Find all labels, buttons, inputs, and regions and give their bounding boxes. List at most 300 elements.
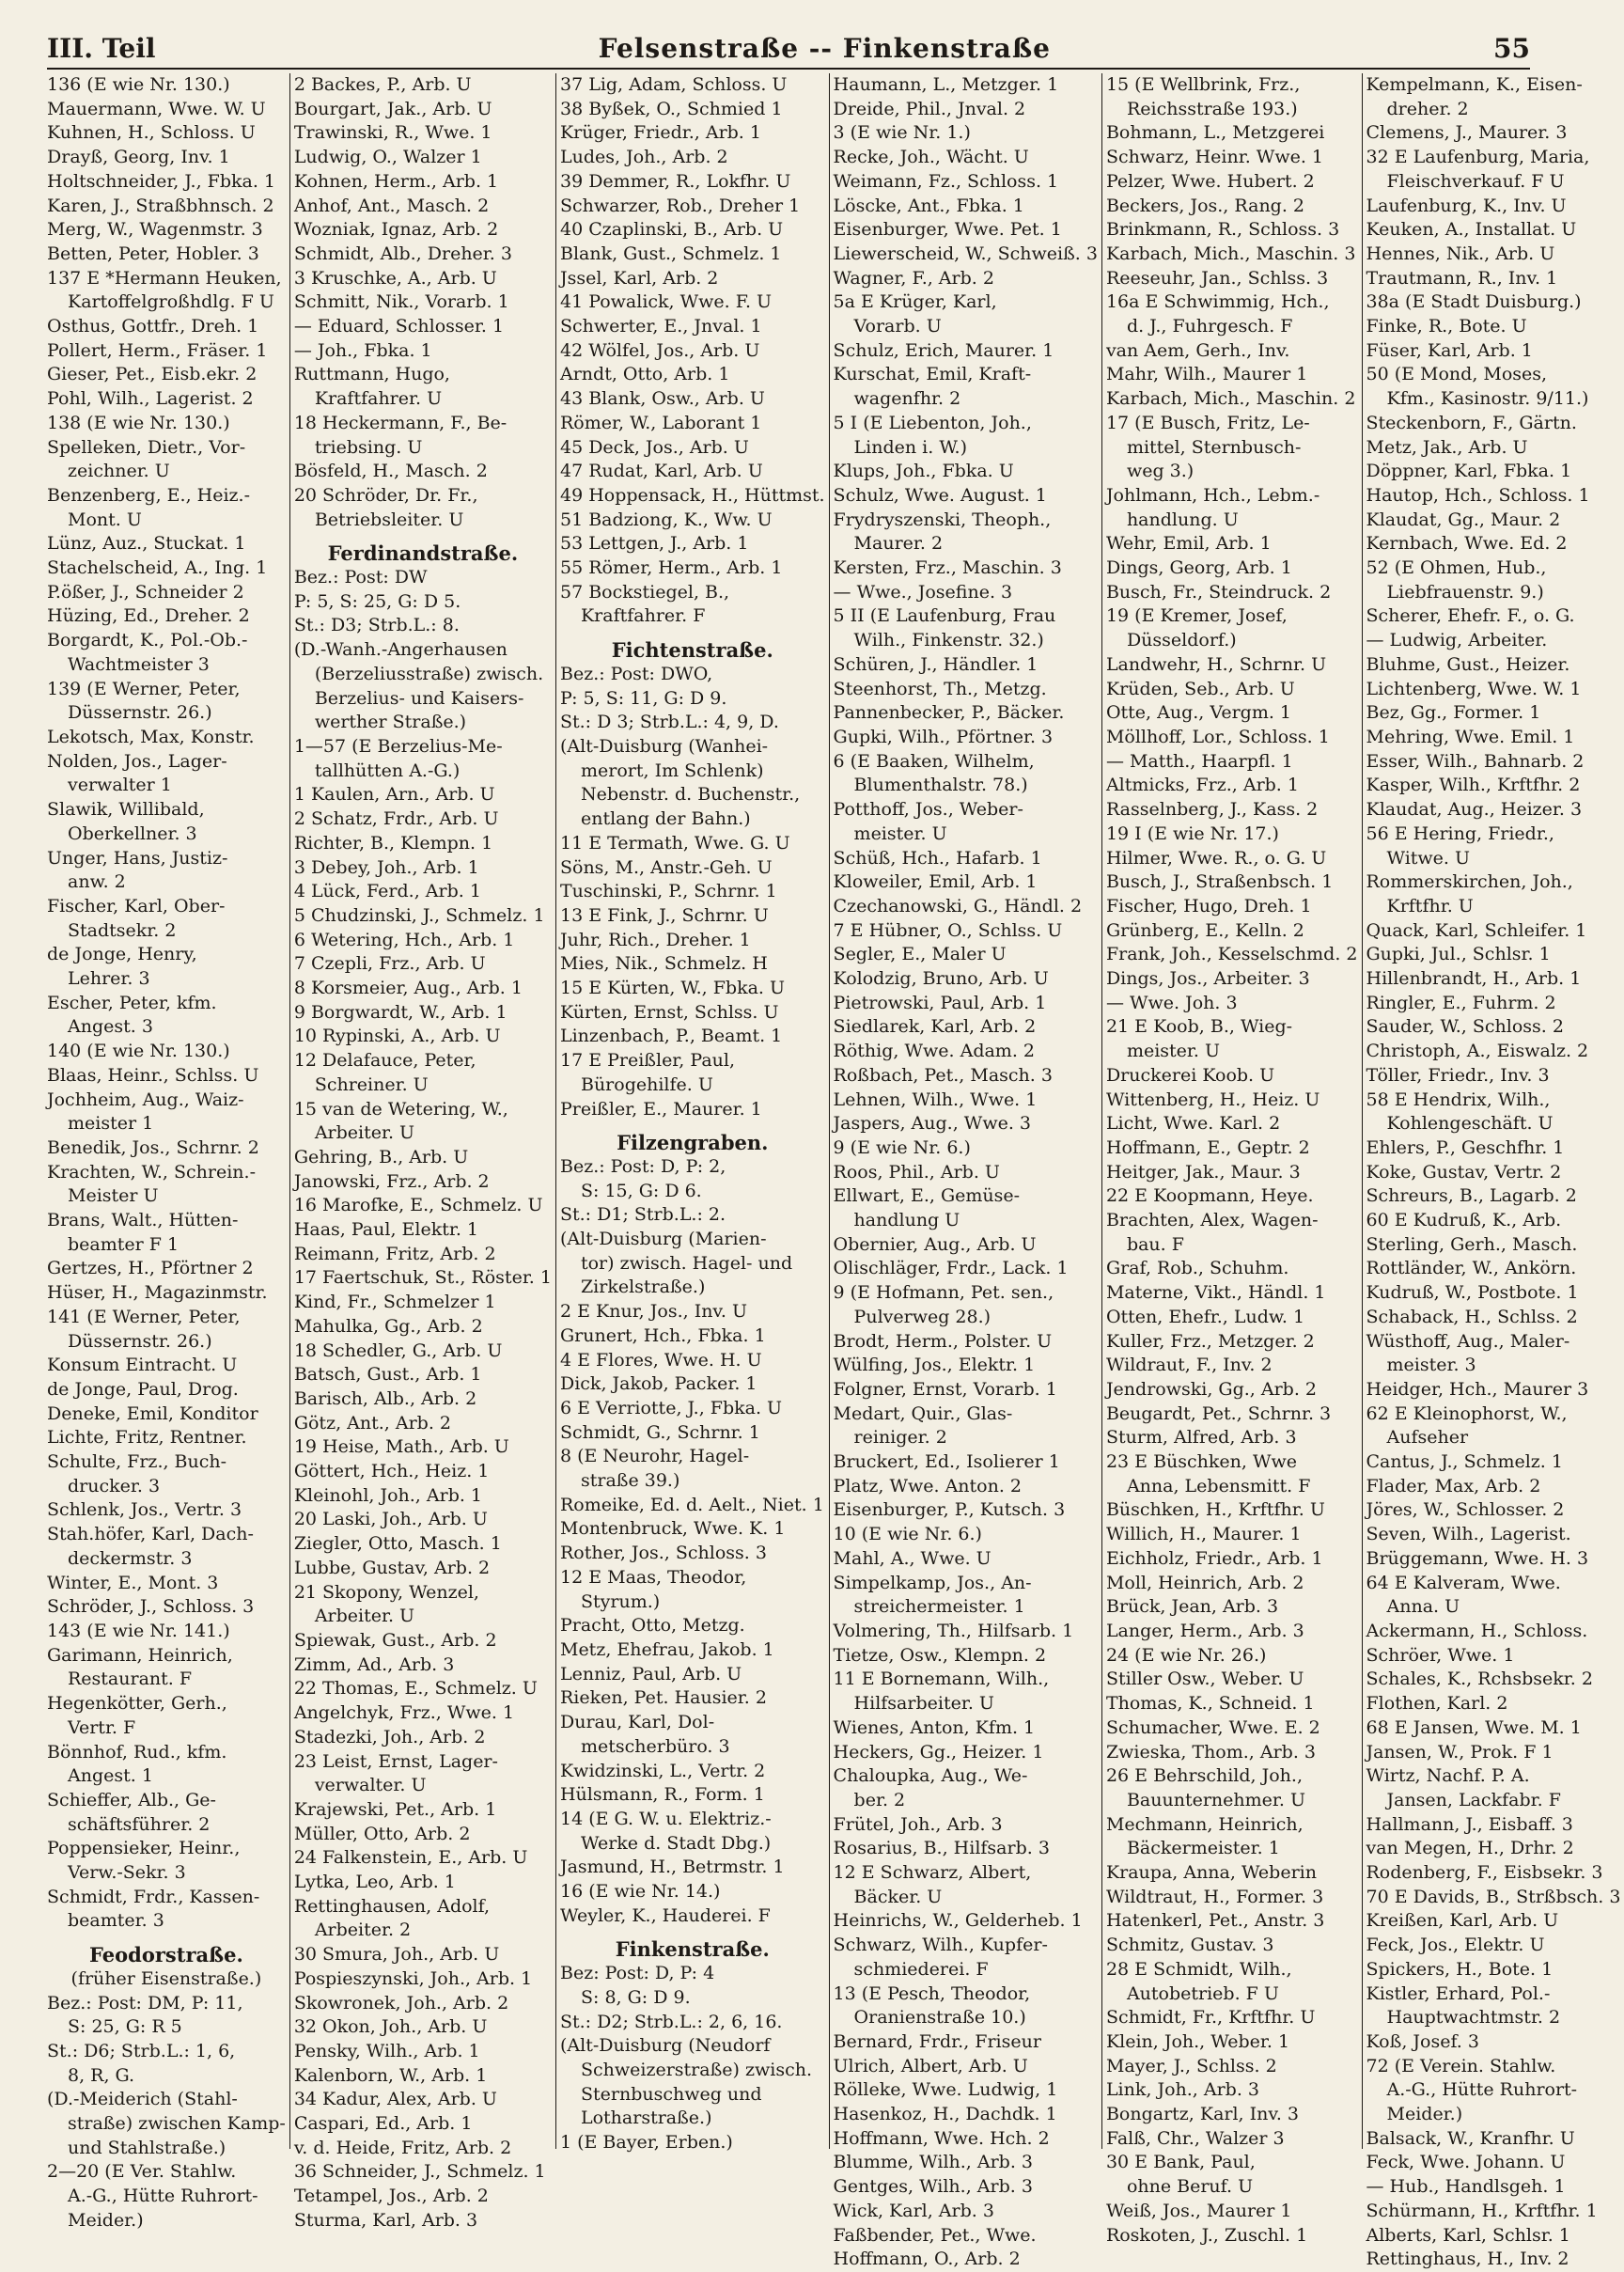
directory-entry-line: Blank, Gust., Schmelz. 1: [560, 243, 825, 267]
directory-entry-line: Benzenberg, E., Heiz.-: [47, 484, 286, 509]
directory-entry-line: 15 (E Wellbrink, Frz.,: [1106, 73, 1358, 98]
directory-entry-line: (Alt-Duisburg (Neudorf: [560, 2034, 825, 2059]
directory-entry-line: Pulverweg 28.): [834, 1306, 1098, 1330]
directory-entry-line: Göttert, Hch., Heiz. 1: [294, 1460, 552, 1484]
directory-entry-line: Gieser, Pet., Eisb.ekr. 2: [47, 363, 286, 387]
directory-entry-line: Krüger, Friedr., Arb. 1: [560, 121, 825, 146]
directory-entry-line: zeichner. U: [47, 460, 286, 484]
directory-entry-line: Arbeiter. 2: [294, 1919, 552, 1943]
directory-entry-line: St.: D1; Strb.L.: 2.: [560, 1203, 825, 1228]
directory-entry-line: de Jonge, Henry,: [47, 943, 286, 967]
directory-entry-line: Roskoten, J., Zuschl. 1: [1106, 2224, 1358, 2248]
directory-entry-line: Nolden, Jos., Lager-: [47, 750, 286, 775]
directory-entry-line: Hautop, Hch., Schloss. 1: [1366, 484, 1621, 509]
column-4: [829, 73, 1101, 2149]
directory-entry-line: Ellwart, E., Gemüse-: [834, 1184, 1098, 1209]
directory-entry-line: Vertr. F: [47, 1716, 286, 1741]
directory-entry-line: Gehring, B., Arb. U: [294, 1146, 552, 1170]
directory-entry-line: Moll, Heinrich, Arb. 2: [1106, 1572, 1358, 1596]
directory-entry-line: 17 E Preißler, Paul,: [560, 1049, 825, 1073]
directory-entry-line: Gupki, Jul., Schlsr. 1: [1366, 943, 1621, 967]
directory-entry-line: Hilfsarbeiter. U: [834, 1692, 1098, 1716]
directory-entry-line: Spelleken, Dietr., Vor-: [47, 436, 286, 461]
directory-entry-line: Dings, Georg, Arb. 1: [1106, 556, 1358, 581]
directory-entry-line: Kartoffelgroßhdlg. F U: [47, 290, 286, 315]
directory-entry-line: Jöres, W., Schlosser. 2: [1366, 1498, 1621, 1523]
street-heading: Filzengraben.: [560, 1131, 825, 1155]
directory-entry-line: Reimann, Fritz, Arb. 2: [294, 1243, 552, 1267]
directory-entry-line: Holtschneider, J., Fbka. 1: [47, 170, 286, 195]
directory-entry-line: Heidger, Hch., Maurer 3: [1366, 1378, 1621, 1402]
directory-entry-line: Stadezki, Joh., Arb. 2: [294, 1726, 552, 1750]
directory-entry-line: Pelzer, Wwe. Hubert. 2: [1106, 170, 1358, 195]
directory-entry-line: Aufseher: [1366, 1426, 1621, 1450]
directory-entry-line: Poppensieker, Heinr.,: [47, 1837, 286, 1861]
directory-entry-line: schäftsführer. 2: [47, 1813, 286, 1838]
directory-entry-line: Kreißen, Karl, Arb. U: [1366, 1909, 1621, 1934]
directory-entry-line: 21 Skopony, Wenzel,: [294, 1581, 552, 1606]
directory-entry-line: Drayß, Georg, Inv. 1: [47, 146, 286, 170]
directory-entry-line: Steckenborn, F., Gärtn.: [1366, 412, 1621, 436]
directory-entry-line: drucker. 3: [47, 1475, 286, 1499]
directory-entry-line: St.: D 3; Strb.L.: 4, 9, D.: [560, 711, 825, 735]
directory-entry-line: Bez, Gg., Former. 1: [1366, 701, 1621, 726]
directory-entry-line: Kersten, Frz., Maschin. 3: [834, 556, 1098, 581]
directory-entry-line: 12 E Maas, Theodor,: [560, 1566, 825, 1590]
directory-entry-line: Rodenberg, F., Eisbsekr. 3: [1366, 1861, 1621, 1886]
directory-entry-line: Blaas, Heinr., Schlss. U: [47, 1064, 286, 1089]
directory-entry-line: Mont. U: [47, 509, 286, 533]
directory-entry-line: Balsack, W., Kranfhr. U: [1366, 2127, 1621, 2152]
directory-entry-line: Mahl, A., Wwe. U: [834, 1547, 1098, 1572]
directory-entry-line: 15 van de Wetering, W.,: [294, 1098, 552, 1122]
directory-entry-line: Ringler, E., Fuhrm. 2: [1366, 992, 1621, 1016]
directory-entry-line: Feck, Wwe. Johann. U: [1366, 2151, 1621, 2175]
directory-entry-line: Jansen, W., Prok. F 1: [1366, 1741, 1621, 1765]
directory-entry-line: meister. 3: [1366, 1354, 1621, 1378]
directory-entry-line: Ackermann, H., Schloss.: [1366, 1620, 1621, 1644]
directory-entry-line: Spiewak, Gust., Arb. 2: [294, 1629, 552, 1653]
directory-entry-line: Schaback, H., Schlss. 2: [1366, 1306, 1621, 1330]
directory-entry-line: Potthoff, Jos., Weber-: [834, 798, 1098, 823]
directory-entry-line: Krftfhr. U: [1366, 895, 1621, 919]
directory-entry-line: Bauunternehmer. U: [1106, 1789, 1358, 1813]
directory-entry-line: Clemens, J., Maurer. 3: [1366, 121, 1621, 146]
directory-entry-line: 3 Kruschke, A., Arb. U: [294, 267, 552, 291]
directory-entry-line: Feck, Jos., Elektr. U: [1366, 1934, 1621, 1958]
directory-entry-line: Cantus, J., Schmelz. 1: [1366, 1450, 1621, 1475]
directory-entry-line: Lubbe, Gustav, Arb. 2: [294, 1557, 552, 1581]
directory-entry-line: Langer, Herm., Arb. 3: [1106, 1620, 1358, 1644]
directory-entry-line: Stiller Osw., Weber. U: [1106, 1668, 1358, 1692]
directory-entry-line: Stah.höfer, Karl, Dach-: [47, 1523, 286, 1547]
directory-entry-line: Benedik, Jos., Schrnr. 2: [47, 1136, 286, 1161]
directory-entry-line: Schüren, J., Händler. 1: [834, 653, 1098, 678]
directory-entry-line: Willich, H., Maurer. 1: [1106, 1523, 1358, 1547]
directory-entry-line: Kuhnen, H., Schloss. U: [47, 121, 286, 146]
directory-entry-line: Karbach, Mich., Maschin. 3: [1106, 243, 1358, 267]
directory-entry-line: Bohmann, L., Metzgerei: [1106, 121, 1358, 146]
directory-entry-line: 12 E Schwarz, Albert,: [834, 1861, 1098, 1886]
directory-entry-line: P: 5, S: 25, G: D 5.: [294, 590, 552, 615]
directory-entry-line: Mechmann, Heinrich,: [1106, 1813, 1358, 1838]
directory-entry-line: 30 E Bank, Paul,: [1106, 2151, 1358, 2175]
directory-entry-line: weg 3.): [1106, 460, 1358, 484]
directory-entry-line: 36 Schneider, J., Schmelz. 1: [294, 2160, 552, 2185]
directory-entry-line: Anna. U: [1366, 1595, 1621, 1620]
directory-entry-line: 72 (E Verein. Stahlw.: [1366, 2055, 1621, 2079]
directory-entry-line: Dreide, Phil., Jnval. 2: [834, 98, 1098, 122]
directory-entry-line: (Berzeliusstraße) zwisch.: [294, 663, 552, 687]
directory-entry-line: Bez.: Post: D, P: 2,: [560, 1155, 825, 1180]
directory-entry-line: Hegenkötter, Gerh.,: [47, 1692, 286, 1716]
directory-entry-line: Blumme, Wilh., Arb. 3: [834, 2151, 1098, 2175]
directory-entry-line: 50 (E Mond, Moses,: [1366, 363, 1621, 387]
directory-entry-line: Haas, Paul, Elektr. 1: [294, 1218, 552, 1243]
directory-entry-line: Trawinski, R., Wwe. 1: [294, 121, 552, 146]
directory-entry-line: Mies, Nik., Schmelz. H: [560, 952, 825, 977]
directory-entry-line: Koke, Gustav, Vertr. 2: [1366, 1161, 1621, 1185]
directory-entry-line: Hauptwachtmstr. 2: [1366, 2006, 1621, 2030]
directory-entry-line: Betriebsleiter. U: [294, 509, 552, 533]
directory-entry-line: Deneke, Emil, Konditor: [47, 1402, 286, 1427]
directory-entry-line: Klaudat, Gg., Maur. 2: [1366, 509, 1621, 533]
directory-entry-line: (Alt-Duisburg (Marien-: [560, 1228, 825, 1252]
street-heading: Ferdinandstraße.: [294, 541, 552, 566]
directory-entry-line: 60 E Kudruß, K., Arb.: [1366, 1209, 1621, 1233]
directory-entry-line: Brüggemann, Wwe. H. 3: [1366, 1547, 1621, 1572]
directory-entry-line: Bluhme, Gust., Heizer.: [1366, 653, 1621, 678]
directory-entry-line: Kudruß, W., Postbote. 1: [1366, 1281, 1621, 1306]
directory-entry-line: Mayer, J., Schlss. 2: [1106, 2055, 1358, 2079]
directory-entry-line: Pietrowski, Paul, Arb. 1: [834, 992, 1098, 1016]
directory-entry-line: Schulz, Wwe. August. 1: [834, 484, 1098, 509]
directory-entry-line: 17 Faertschuk, St., Röster. 1: [294, 1266, 552, 1291]
directory-entry-line: Jansen, Lackfabr. F: [1366, 1789, 1621, 1813]
directory-entry-line: Kloweiler, Emil, Arb. 1: [834, 870, 1098, 895]
directory-entry-line: Bernard, Frdr., Friseur: [834, 2030, 1098, 2055]
directory-entry-line: meister. U: [834, 823, 1098, 847]
directory-entry-line: Faßbender, Pet., Wwe.: [834, 2224, 1098, 2248]
directory-entry-line: 26 E Behrschild, Joh.,: [1106, 1764, 1358, 1789]
directory-entry-line: Römer, W., Laborant 1: [560, 412, 825, 436]
directory-entry-line: Unger, Hans, Justiz-: [47, 847, 286, 871]
directory-entry-line: Lichtenberg, Wwe. W. 1: [1366, 678, 1621, 702]
directory-entry-line: 39 Demmer, R., Lokfhr. U: [560, 170, 825, 195]
directory-entry-line: Schumacher, Wwe. E. 2: [1106, 1716, 1358, 1741]
directory-entry-line: 4 E Flores, Wwe. H. U: [560, 1349, 825, 1373]
directory-entry-line: Reeseuhr, Jan., Schlss. 3: [1106, 267, 1358, 291]
directory-entry-line: verwalter 1: [47, 774, 286, 798]
directory-entry-line: Landwehr, H., Schrnr. U: [1106, 653, 1358, 678]
directory-entry-line: Gentges, Wilh., Arb. 3: [834, 2175, 1098, 2200]
directory-entry-line: Heitger, Jak., Maur. 3: [1106, 1161, 1358, 1185]
directory-entry-line: 37 Lig, Adam, Schloss. U: [560, 73, 825, 98]
directory-entry-line: (früher Eisenstraße.): [47, 1967, 286, 1992]
directory-entry-line: Quack, Karl, Schleifer. 1: [1366, 919, 1621, 944]
directory-entry-line: Kolodzig, Bruno, Arb. U: [834, 967, 1098, 992]
directory-entry-line: Eichholz, Friedr., Arb. 1: [1106, 1547, 1358, 1572]
directory-entry-line: Meider.): [47, 2209, 286, 2233]
directory-entry-line: Roos, Phil., Arb. U: [834, 1161, 1098, 1185]
directory-entry-line: 24 Falkenstein, E., Arb. U: [294, 1846, 552, 1871]
directory-entry-line: Konsum Eintracht. U: [47, 1354, 286, 1378]
directory-entry-line: Mahr, Wilh., Maurer 1: [1106, 363, 1358, 387]
directory-entry-line: 7 Czepli, Frz., Arb. U: [294, 952, 552, 977]
directory-entry-line: Bongartz, Karl, Inv. 3: [1106, 2103, 1358, 2127]
directory-entry-line: S: 25, G: R 5: [47, 2015, 286, 2040]
directory-entry-line: 22 Thomas, E., Schmelz. U: [294, 1677, 552, 1701]
directory-entry-line: — Joh., Fbka. 1: [294, 339, 552, 364]
directory-entry-line: 51 Badziong, K., Ww. U: [560, 509, 825, 533]
directory-entry-line: Ludes, Joh., Arb. 2: [560, 146, 825, 170]
directory-entry-line: Kürten, Ernst, Schlss. U: [560, 1001, 825, 1026]
directory-entry-line: Schröer, Wwe. 1: [1366, 1644, 1621, 1669]
directory-entry-line: Juhr, Rich., Dreher. 1: [560, 929, 825, 953]
directory-entry-line: Angelchyk, Frz., Wwe. 1: [294, 1701, 552, 1726]
directory-entry-line: Hennes, Nik., Arb. U: [1366, 243, 1621, 267]
column-3: [555, 73, 829, 2149]
directory-entry-line: 23 Leist, Ernst, Lager-: [294, 1750, 552, 1775]
directory-entry-line: Schmidt, Frdr., Kassen-: [47, 1886, 286, 1910]
directory-entry-line: 32 E Laufenburg, Maria,: [1366, 146, 1621, 170]
directory-entry-line: 2 Schatz, Frdr., Arb. U: [294, 807, 552, 832]
directory-entry-line: merort, Im Schlenk): [560, 760, 825, 784]
directory-entry-line: triebsing. U: [294, 436, 552, 461]
directory-entry-line: 17 (E Busch, Fritz, Le-: [1106, 412, 1358, 436]
directory-entry-line: Hüzing, Ed., Dreher. 2: [47, 604, 286, 629]
page-header: [47, 26, 1530, 70]
directory-entry-line: Olischläger, Frdr., Lack. 1: [834, 1257, 1098, 1281]
directory-entry-line: Keuken, A., Installat. U: [1366, 218, 1621, 243]
directory-entry-line: 58 E Hendrix, Wilh.,: [1366, 1089, 1621, 1113]
directory-entry-line: 30 Smura, Joh., Arb. U: [294, 1943, 552, 1967]
directory-entry-line: Kraftfahrer. F: [560, 604, 825, 629]
directory-entry-line: Rieken, Pet. Hausier. 2: [560, 1686, 825, 1711]
directory-entry-line: — Hub., Handlsgeh. 1: [1366, 2175, 1621, 2200]
directory-entry-line: Grunert, Hch., Fbka. 1: [560, 1324, 825, 1349]
street-heading: Fichtenstraße.: [560, 638, 825, 663]
directory-entry-line: Wülfing, Jos., Elektr. 1: [834, 1354, 1098, 1378]
directory-entry-line: Schulte, Frz., Buch-: [47, 1450, 286, 1475]
directory-entry-line: Bez.: Post: DWO,: [560, 663, 825, 687]
directory-entry-line: St.: D3; Strb.L.: 8.: [294, 614, 552, 638]
directory-entry-line: Hülsmann, R., Form. 1: [560, 1783, 825, 1808]
directory-entry-line: Vorarb. U: [834, 315, 1098, 339]
directory-entry-line: Frydryszenski, Theoph.,: [834, 509, 1098, 533]
directory-entry-line: 23 E Büschken, Wwe: [1106, 1450, 1358, 1475]
directory-entry-line: Folgner, Ernst, Vorarb. 1: [834, 1378, 1098, 1402]
directory-entry-line: Röthig, Wwe. Adam. 2: [834, 1040, 1098, 1064]
directory-entry-line: 38a (E Stadt Duisburg.): [1366, 290, 1621, 315]
directory-entry-line: Stadtsekr. 2: [47, 919, 286, 944]
directory-entry-line: Lekotsch, Max, Konstr.: [47, 726, 286, 750]
directory-entry-line: 8 Korsmeier, Aug., Arb. 1: [294, 977, 552, 1001]
directory-entry-line: P.ößer, J., Schneider 2: [47, 581, 286, 605]
section-label: III. Teil: [47, 33, 156, 64]
directory-entry-line: Ruttmann, Hugo,: [294, 363, 552, 387]
directory-entry-line: Ulrich, Albert, Arb. U: [834, 2055, 1098, 2079]
directory-entry-line: Bürogehilfe. U: [560, 1073, 825, 1098]
directory-entry-line: Frank, Joh., Kesselschmd. 2: [1106, 943, 1358, 967]
directory-entry-line: Trautmann, R., Inv. 1: [1366, 267, 1621, 291]
directory-entry-line: mittel, Sternbusch-: [1106, 436, 1358, 461]
directory-entry-line: Altmicks, Frz., Arb. 1: [1106, 774, 1358, 798]
directory-entry-line: Ehlers, P., Geschfhr. 1: [1366, 1136, 1621, 1161]
directory-entry-line: Druckerei Koob. U: [1106, 1064, 1358, 1089]
directory-entry-line: v. d. Heide, Fritz, Arb. 2: [294, 2137, 552, 2161]
directory-entry-line: d. J., Fuhrgesch. F: [1106, 315, 1358, 339]
directory-entry-line: Styrum.): [560, 1590, 825, 1615]
directory-entry-line: 138 (E wie Nr. 130.): [47, 412, 286, 436]
directory-entry-line: Gupki, Wilh., Pförtner. 3: [834, 726, 1098, 750]
directory-entry-line: Schüß, Hch., Hafarb. 1: [834, 847, 1098, 871]
directory-entry-line: Kind, Fr., Schmelzer 1: [294, 1291, 552, 1315]
directory-entry-line: Linzenbach, P., Beamt. 1: [560, 1025, 825, 1049]
directory-entry-line: Frütel, Joh., Arb. 3: [834, 1813, 1098, 1838]
directory-entry-line: Schulz, Erich, Maurer. 1: [834, 339, 1098, 364]
directory-entry-line: 24 (E wie Nr. 26.): [1106, 1644, 1358, 1669]
directory-entry-line: 2—20 (E Ver. Stahlw.: [47, 2160, 286, 2185]
directory-entry-line: Lytka, Leo, Arb. 1: [294, 1871, 552, 1895]
directory-entry-line: 1 (E Bayer, Erben.): [560, 2131, 825, 2155]
directory-entry-line: Schmitt, Nik., Vorarb. 1: [294, 290, 552, 315]
directory-entry-line: Beckers, Jos., Rang. 2: [1106, 195, 1358, 219]
directory-entry-line: Sturm, Alfred, Arb. 3: [1106, 1426, 1358, 1450]
directory-entry-line: Dick, Jakob, Packer. 1: [560, 1372, 825, 1397]
column-5: [1101, 73, 1362, 2149]
directory-entry-line: 3 (E wie Nr. 1.): [834, 121, 1098, 146]
directory-entry-line: 5a E Krüger, Karl,: [834, 290, 1098, 315]
directory-entry-line: Esser, Wilh., Bahnarb. 2: [1366, 750, 1621, 775]
directory-entry-line: van Megen, H., Drhr. 2: [1366, 1837, 1621, 1861]
directory-entry-line: beamter F 1: [47, 1233, 286, 1258]
directory-entry-line: Angest. 1: [47, 1764, 286, 1789]
directory-entry-line: verwalter. U: [294, 1774, 552, 1798]
directory-entry-line: 68 E Jansen, Wwe. M. 1: [1366, 1716, 1621, 1741]
directory-entry-line: Ludwig, O., Walzer 1: [294, 146, 552, 170]
directory-entry-line: Linden i. W.): [834, 436, 1098, 461]
directory-entry-line: Maurer. 2: [834, 532, 1098, 556]
directory-entry-line: 55 Römer, Herm., Arb. 1: [560, 556, 825, 581]
directory-entry-line: (D.-Meiderich (Stahl-: [47, 2088, 286, 2112]
directory-entry-line: 19 (E Kremer, Josef,: [1106, 604, 1358, 629]
directory-entry-line: Schmidt, Alb., Dreher. 3: [294, 243, 552, 267]
directory-entry-line: Pracht, Otto, Metzg.: [560, 1614, 825, 1638]
directory-entry-line: Lehnen, Wilh., Wwe. 1: [834, 1089, 1098, 1113]
directory-entry-line: Mehring, Wwe. Emil. 1: [1366, 726, 1621, 750]
directory-entry-line: Batsch, Gust., Arb. 1: [294, 1363, 552, 1387]
directory-entry-line: Lichte, Fritz, Rentner.: [47, 1426, 286, 1450]
directory-entry-line: Beugardt, Pet., Schrnr. 3: [1106, 1402, 1358, 1427]
directory-entry-line: Schwerter, E., Jnval. 1: [560, 315, 825, 339]
directory-entry-line: Wirtz, Nachf. P. A.: [1366, 1764, 1621, 1789]
directory-entry-line: Bäckermeister. 1: [1106, 1837, 1358, 1861]
directory-entry-line: Borgardt, K., Pol.-Ob.-: [47, 629, 286, 653]
directory-entry-line: Pohl, Wilh., Lagerist. 2: [47, 387, 286, 412]
directory-entry-line: Arbeiter. U: [294, 1121, 552, 1146]
directory-entry-line: — Ludwig, Arbeiter.: [1366, 629, 1621, 653]
directory-entry-line: Angest. 3: [47, 1015, 286, 1040]
directory-entry-line: Rasselnberg, J., Kass. 2: [1106, 798, 1358, 823]
directory-entry-line: Steenhorst, Th., Metzg.: [834, 678, 1098, 702]
directory-entry-line: Verw.-Sekr. 3: [47, 1861, 286, 1886]
directory-entry-line: 13 (E Pesch, Theodor,: [834, 1982, 1098, 2007]
directory-entry-line: Materne, Vikt., Händl. 1: [1106, 1281, 1358, 1306]
directory-entry-line: 8 (E Neurohr, Hagel-: [560, 1445, 825, 1469]
directory-entry-line: Skowronek, Joh., Arb. 2: [294, 1992, 552, 2016]
directory-entry-line: Sauder, W., Schloss. 2: [1366, 1015, 1621, 1040]
directory-entry-line: 136 (E wie Nr. 130.): [47, 73, 286, 98]
directory-entry-line: 16 Marofke, E., Schmelz. U: [294, 1194, 552, 1218]
directory-entry-line: Karen, J., Straßbhnsch. 2: [47, 195, 286, 219]
directory-entry-line: Wildraut, F., Inv. 2: [1106, 1354, 1358, 1378]
directory-entry-line: reiniger. 2: [834, 1426, 1098, 1450]
directory-entry-line: Wilh., Finkenstr. 32.): [834, 629, 1098, 653]
directory-entry-line: Kohnen, Herm., Arb. 1: [294, 170, 552, 195]
directory-entry-line: Bez.: Post: DW: [294, 566, 552, 590]
directory-entry-line: Wienes, Anton, Kfm. 1: [834, 1716, 1098, 1741]
directory-entry-line: Finke, R., Bote. U: [1366, 315, 1621, 339]
directory-entry-line: 4 Lück, Ferd., Arb. 1: [294, 880, 552, 904]
directory-entry-line: A.-G., Hütte Ruhrort-: [47, 2185, 286, 2209]
directory-entry-line: Krüden, Seb., Arb. U: [1106, 678, 1358, 702]
directory-entry-line: Hoffmann, E., Geptr. 2: [1106, 1136, 1358, 1161]
directory-entry-line: Lotharstraße.): [560, 2107, 825, 2131]
directory-entry-line: Oberkellner. 3: [47, 823, 286, 847]
column-6: [1362, 73, 1624, 2149]
directory-entry-line: 6 Wetering, Hch., Arb. 1: [294, 929, 552, 953]
directory-entry-line: Haumann, L., Metzger. 1: [834, 73, 1098, 98]
directory-entry-line: Kwidzinski, L., Vertr. 2: [560, 1760, 825, 1784]
directory-entry-line: 140 (E wie Nr. 130.): [47, 1040, 286, 1064]
directory-entry-line: Durau, Karl, Dol-: [560, 1711, 825, 1735]
directory-entry-line: werther Straße.): [294, 711, 552, 735]
street-heading: Feodorstraße.: [47, 1943, 286, 1967]
directory-entry-line: Jendrowski, Gg., Arb. 2: [1106, 1378, 1358, 1402]
directory-entry-line: Krajewski, Pet., Arb. 1: [294, 1798, 552, 1823]
directory-entry-line: Hasenkoz, H., Dachdk. 1: [834, 2103, 1098, 2127]
directory-entry-line: Slawik, Willibald,: [47, 798, 286, 823]
directory-entry-line: Pollert, Herm., Fräser. 1: [47, 339, 286, 364]
directory-entry-line: Schwarzer, Rob., Dreher 1: [560, 195, 825, 219]
directory-entry-line: 28 E Schmidt, Wilh.,: [1106, 1958, 1358, 1982]
directory-entry-line: Weiß, Jos., Maurer 1: [1106, 2200, 1358, 2224]
directory-entry-line: Hilmer, Wwe. R., o. G. U: [1106, 847, 1358, 871]
directory-entry-line: S: 15, G: D 6.: [560, 1180, 825, 1204]
directory-entry-line: Bez.: Post: DM, P: 11,: [47, 1992, 286, 2016]
directory-entry-line: Döppner, Karl, Fbka. 1: [1366, 460, 1621, 484]
directory-entry-line: Jasmund, H., Betrmstr. 1: [560, 1856, 825, 1880]
directory-entry-line: Siedlarek, Karl, Arb. 2: [834, 1015, 1098, 1040]
directory-entry-line: 16a E Schwimmig, Hch.,: [1106, 290, 1358, 315]
page-number: 55: [1493, 33, 1530, 64]
directory-entry-line: 6 (E Baaken, Wilhelm,: [834, 750, 1098, 775]
directory-entry-line: Kfm., Kasinostr. 9/11.): [1366, 387, 1621, 412]
directory-entry-line: 34 Kadur, Alex, Arb. U: [294, 2088, 552, 2112]
directory-entry-line: Autobetrieb. F U: [1106, 1982, 1358, 2007]
directory-entry-line: deckermstr. 3: [47, 1547, 286, 1572]
directory-entry-line: Link, Joh., Arb. 3: [1106, 2078, 1358, 2103]
directory-entry-line: 6 E Verriotte, J., Fbka. U: [560, 1397, 825, 1421]
directory-entry-line: tallhütten A.-G.): [294, 760, 552, 784]
directory-entry-line: 47 Rudat, Karl, Arb. U: [560, 460, 825, 484]
directory-entry-line: Möllhoff, Lor., Schloss. 1: [1106, 726, 1358, 750]
directory-entry-line: Brans, Walt., Hütten-: [47, 1209, 286, 1233]
directory-entry-line: meister. U: [1106, 1040, 1358, 1064]
directory-entry-line: Schwarz, Heinr. Wwe. 1: [1106, 146, 1358, 170]
directory-entry-line: Anna, Lebensmitt. F: [1106, 1475, 1358, 1499]
